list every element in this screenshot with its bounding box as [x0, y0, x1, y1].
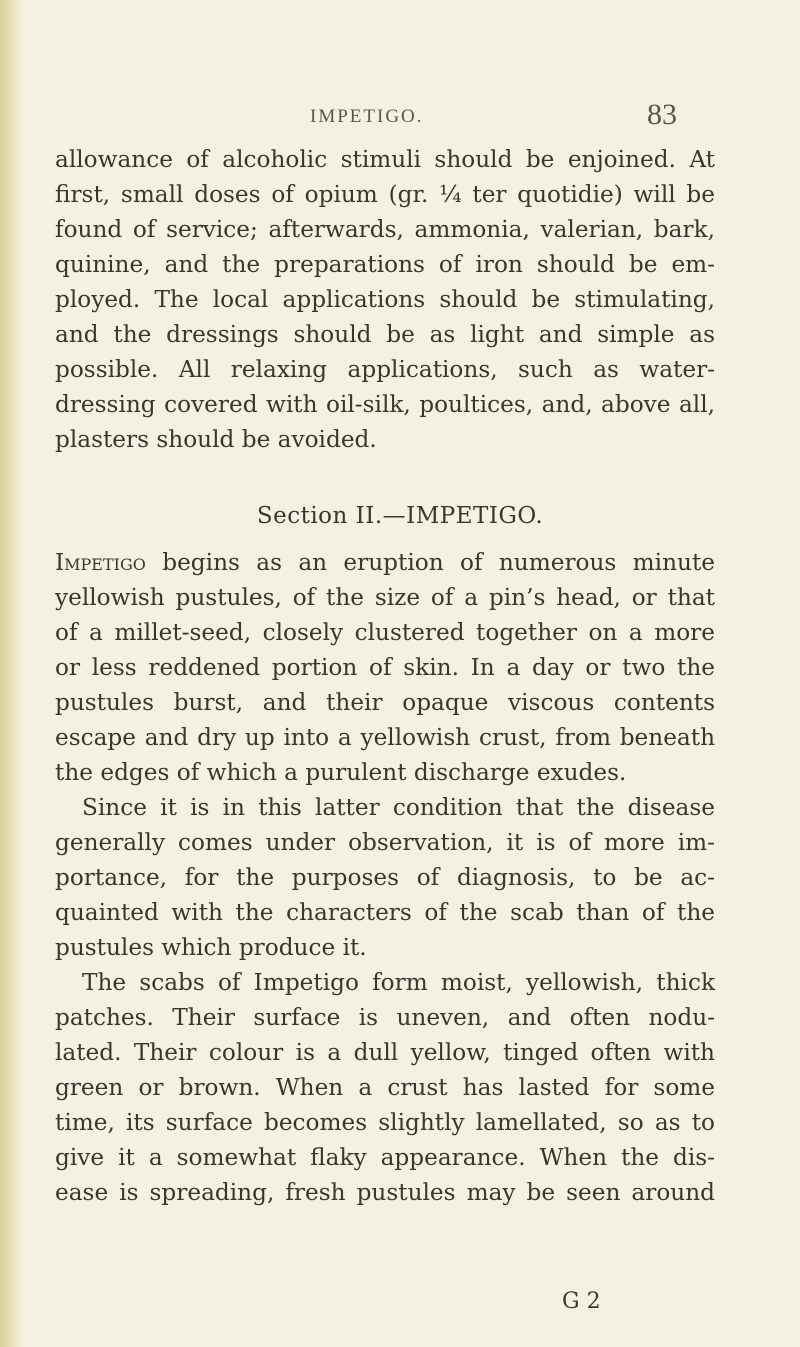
text-line: patches. Their surface is uneven, and often nodu-	[55, 1004, 715, 1031]
text-line: escape and dry up into a yellowish crust, from beneath	[55, 724, 715, 751]
text-line: yellowish pustules, of the size of a pin’s head, or that	[55, 584, 715, 611]
text-line: generally comes under observation, it is of more im-	[55, 829, 715, 856]
text-line: quainted with the characters of the scab than of the	[55, 899, 715, 926]
text-line: time, its surface becomes slightly lamellated, so as to	[55, 1109, 715, 1136]
text-line: lated. Their colour is a dull yellow, tinged often with	[55, 1039, 715, 1066]
text-line: ployed. The local applications should be stimulating,	[55, 286, 715, 313]
first-line-rest: begins as an eruption of numerous minute	[145, 549, 715, 576]
text-line: quinine, and the preparations of iron should be em-	[55, 251, 715, 278]
text-line: found of service; afterwards, ammonia, valerian, bark,	[55, 216, 715, 243]
text-line: ease is spreading, fresh pustules may be seen around	[55, 1179, 715, 1206]
text-line: possible. All relaxing applications, such as water-	[55, 356, 715, 383]
lead-word: Impetigo	[55, 549, 146, 576]
text-line: The scabs of Impetigo form moist, yellowish, thick	[82, 969, 715, 996]
text-line: and the dressings should be as light and simple as	[55, 321, 715, 348]
text-line: portance, for the purposes of diagnosis, to be ac-	[55, 864, 715, 891]
text-line: first, small doses of opium (gr. ¼ ter quotidie) will be	[55, 181, 715, 208]
text-line: give it a somewhat flaky appearance. When the dis-	[55, 1144, 715, 1171]
running-title: IMPETIGO.	[310, 106, 424, 127]
text-line: green or brown. When a crust has lasted for some	[55, 1074, 715, 1101]
text-line: dressing covered with oil-silk, poultices, and, above all,	[55, 391, 715, 418]
text-line: the edges of which a purulent discharge exudes.	[55, 759, 627, 786]
paragraph-first-line	[55, 548, 715, 578]
text-line: pustules which produce it.	[55, 934, 367, 961]
signature-mark: G 2	[562, 1289, 601, 1314]
section-heading: Section II.—IMPETIGO.	[256, 503, 544, 529]
text-line: pustules burst, and their opaque viscous contents	[55, 689, 715, 716]
page-number: 83	[647, 98, 677, 131]
text-line: or less reddened portion of skin. In a day or two the	[55, 654, 715, 681]
text-line: plasters should be avoided.	[55, 426, 377, 453]
text-line: Since it is in this latter condition that the disease	[82, 794, 715, 821]
text-line: allowance of alcoholic stimuli should be enjoined. At	[55, 146, 715, 173]
text-line: of a millet-seed, closely clustered together on a more	[55, 619, 715, 646]
